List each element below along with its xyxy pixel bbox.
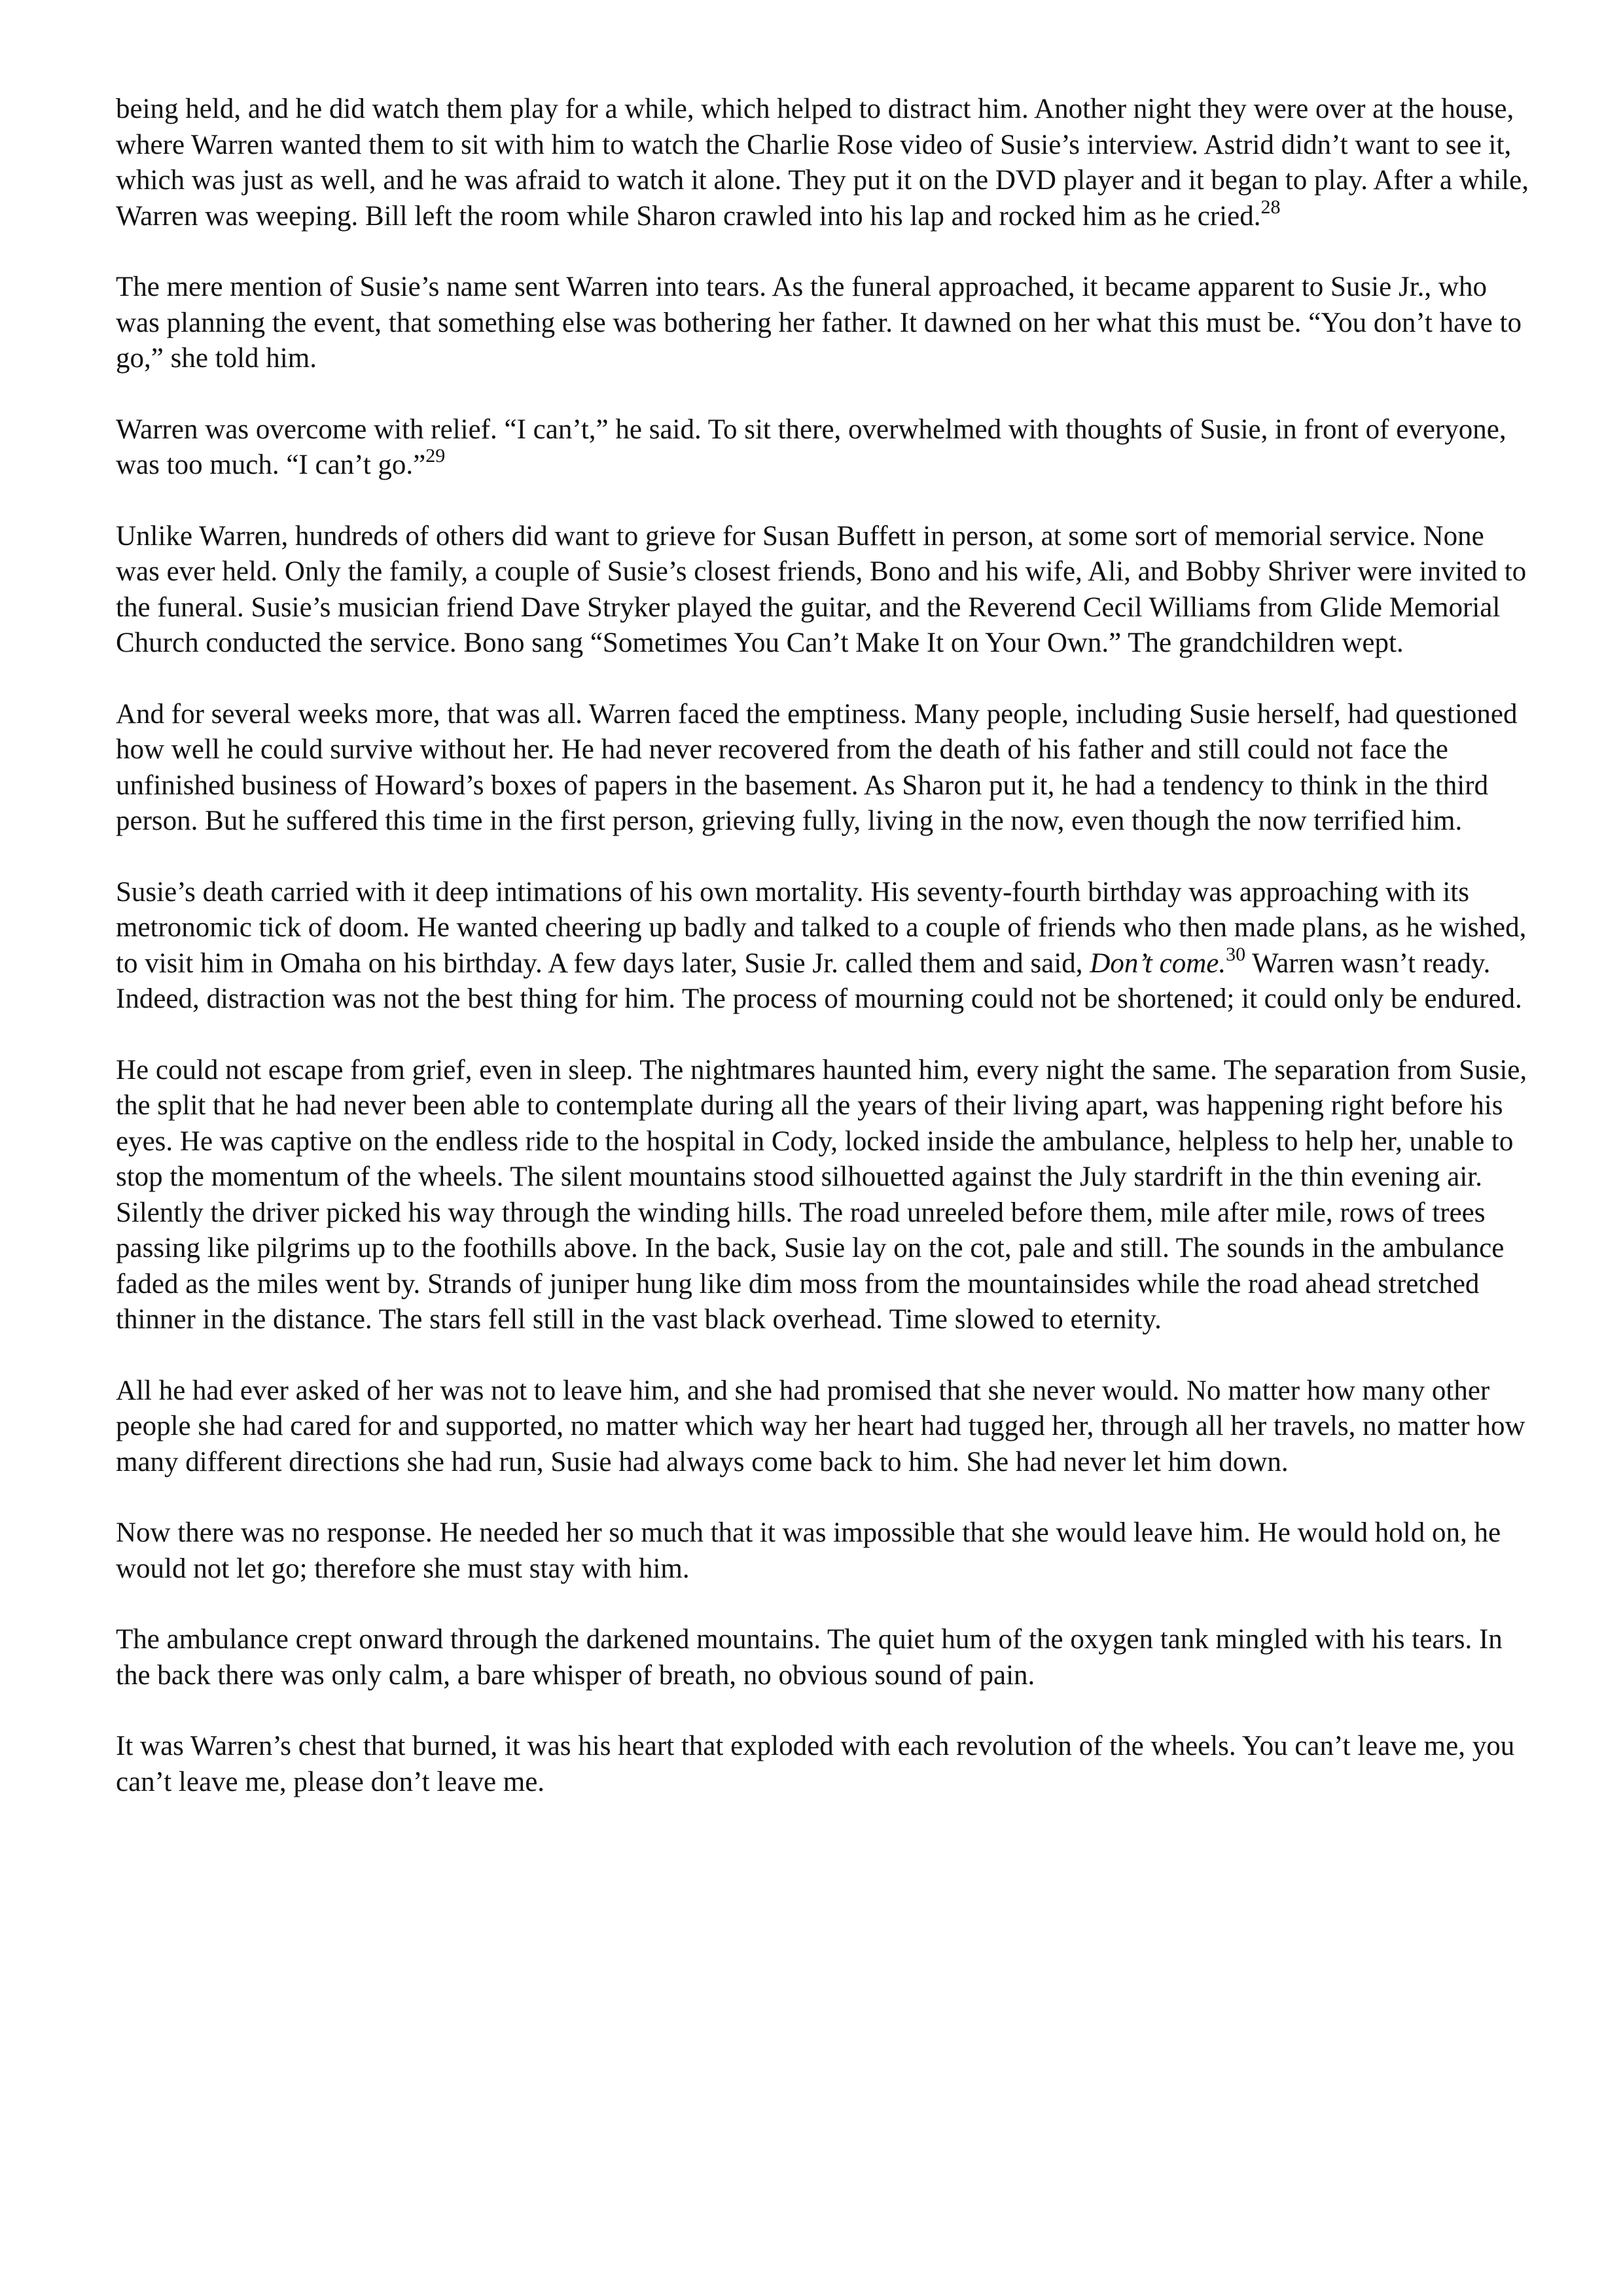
paragraph-5 (116, 697, 1529, 839)
paragraph-text: It was Warren’s chest that burned, it was his heart that exploded with each revolution of the wheels. You can’t leave me, you can’t leave me, please don’t leave me. (116, 1731, 1515, 1797)
paragraph-11 (116, 1729, 1529, 1800)
paragraph-7 (116, 1053, 1529, 1338)
paragraph-10 (116, 1622, 1529, 1693)
document-page (116, 92, 1529, 1800)
paragraph-text: The mere mention of Susie’s name sent Warren into tears. As the funeral approached, it became apparent to Susie Jr., who was planning the event, that something else was bothering her father. It dawned on her what this must be. “You don’t have to go,” she told him. (116, 272, 1522, 374)
footnote-marker-28[interactable]: 28 (1260, 196, 1281, 218)
paragraph-1 (116, 92, 1529, 234)
paragraph-text: Unlike Warren, hundreds of others did want to grieve for Susan Buffett in person, at some sort of memorial service. None was ever held. Only the family, a couple of Susie’s closest friends, Bono and his wife, Ali, and Bobby Shriver were invited to the funeral. Susie’s musician friend Dave Stryker played the guitar, and the Reverend Cecil Williams from Glide Memorial Church conducted the service. Bono sang “Sometimes You Can’t Make It on Your Own.” The grandchildren wept. (116, 520, 1527, 658)
paragraph-9 (116, 1515, 1529, 1587)
footnote-marker-30[interactable]: 30 (1226, 943, 1246, 965)
paragraph-text: Now there was no response. He needed her so much that it was impossible that she would leave him. He would hold on, he would not let go; therefore she must stay with him. (116, 1517, 1501, 1584)
paragraph-3 (116, 412, 1529, 484)
paragraph-text: He could not escape from grief, even in sleep. The nightmares haunted him, every night the same. The separation from Susie, the split that he had never been able to contemplate during all the years of their living apart, was happening right before his eyes. He was captive on the endless ride to the hospital in Cody, locked inside the ambulance, helpless to help her, unable to stop the momentum of the wheels. The silent mountains stood silhouetted against the July stardrift in the thin evening air. Silently the driver picked his way through the winding hills. The road unreeled before them, mile after mile, rows of trees passing like pilgrims up to the foothills above. In the back, Susie lay on the cot, pale and still. The sounds in the ambulance faded as the miles went by. Strands of juniper hung like dim moss from the mountainsides while the road ahead stretched thinner in the distance. The stars fell still in the vast black overhead. Time slowed to eternity. (116, 1054, 1527, 1335)
paragraph-text: All he had ever asked of her was not to leave him, and she had promised that she never would. No matter how many other people she had cared for and supported, no matter which way her heart had tugged her, through all her travels, no matter how many different directions she had run, Susie had always come back to him. She had never let him down. (116, 1375, 1525, 1477)
paragraph-4 (116, 519, 1529, 662)
paragraph-6 (116, 875, 1529, 1017)
paragraph-text: Warren wasn’t ready. Indeed, distraction was not the best thing for him. The process of mourning could not be shortened; it could only be endured. (116, 947, 1522, 1014)
paragraph-2 (116, 270, 1529, 377)
paragraph-text: And for several weeks more, that was all. Warren faced the emptiness. Many people, including Susie herself, had questioned how well he could survive without her. He had never recovered from the death of his father and still could not face the unfinished business of Howard’s boxes of papers in the basement. As Sharon put it, he had a tendency to think in the third person. But he suffered this time in the first person, grieving fully, living in the now, even though the now terrified him. (116, 698, 1518, 836)
paragraph-text: being held, and he did watch them play for a while, which helped to distract him. Another night they were over at the house, where Warren wanted them to sit with him to watch the Charlie Rose video of Susie’s interview. Astrid didn’t want to see it, which was just as well, and he was afraid to watch it alone. They put it on the DVD player and it began to play. After a while, Warren was weeping. Bill left the room while Sharon crawled into his lap and rocked him as he cried. (116, 94, 1529, 232)
paragraph-text: The ambulance crept onward through the darkened mountains. The quiet hum of the oxygen tank mingled with his tears. In the back there was only calm, a bare whisper of breath, no obvious sound of pain. (116, 1624, 1503, 1691)
footnote-marker-29[interactable]: 29 (425, 445, 446, 467)
paragraph-8 (116, 1373, 1529, 1481)
paragraph-text: Susie’s death carried with it deep intimations of his own mortality. His seventy-fourth birthday was approaching with its metronomic tick of doom. He wanted cheering up badly and talked to a couple of friends who then made plans, as he wished, to visit him in Omaha on his birthday. A few days later, Susie Jr. called them and said, (116, 876, 1527, 979)
emphasized-quote: Don’t come. (1090, 947, 1226, 979)
paragraph-text: Warren was overcome with relief. “I can’t,” he said. To sit there, overwhelmed with thoughts of Susie, in front of everyone, was too much. “I can’t go.” (116, 414, 1507, 480)
